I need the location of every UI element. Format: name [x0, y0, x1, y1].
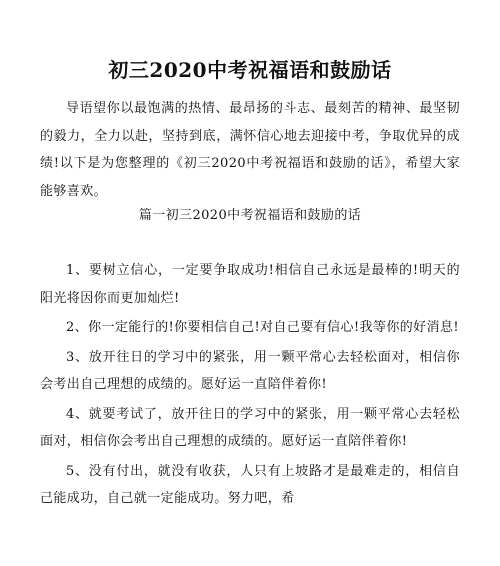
section-title: 篇一初三2020中考祝福语和鼓励的话 — [138, 208, 362, 223]
list-item: 3、放开往日的学习中的紧张，用一颗平常心去轻松面对，相信你会考出自己理想的成绩的。愿好运一直陪伴着你! — [40, 349, 460, 392]
list-item: 4、就要考试了，放开往日的学习中的紧张，用一颗平常心去轻松面对，相信你会考出自己理想的成绩的。愿好运一直陪伴着你! — [40, 406, 460, 449]
list-item: 1、要树立信心，一定要争取成功!相信自己永远是最棒的!明天的阳光将因你而更加灿烂! — [40, 263, 460, 306]
intro-block — [40, 95, 460, 205]
document-title: 初三2020中考祝福语和鼓励话 — [108, 58, 392, 82]
list-item: 5、没有付出，就没有收获，人只有上坡路才是最难走的，相信自己能成功，自己就一定能成功。努力吧，希 — [40, 463, 460, 506]
blessing-list — [40, 257, 460, 515]
intro-paragraph: 导语望你以最饱满的热情、最昂扬的斗志、最刻苦的精神、最坚韧的毅力，全力以赴，坚持到底，满怀信心地去迎接中考，争取优异的成绩!以下是为您整理的《初三2020中考祝福语和鼓励的话》，希望大家能够喜欢。 — [40, 101, 460, 199]
list-item: 2、你一定能行的!你要相信自己!对自己要有信心!我等你的好消息! — [66, 320, 459, 335]
